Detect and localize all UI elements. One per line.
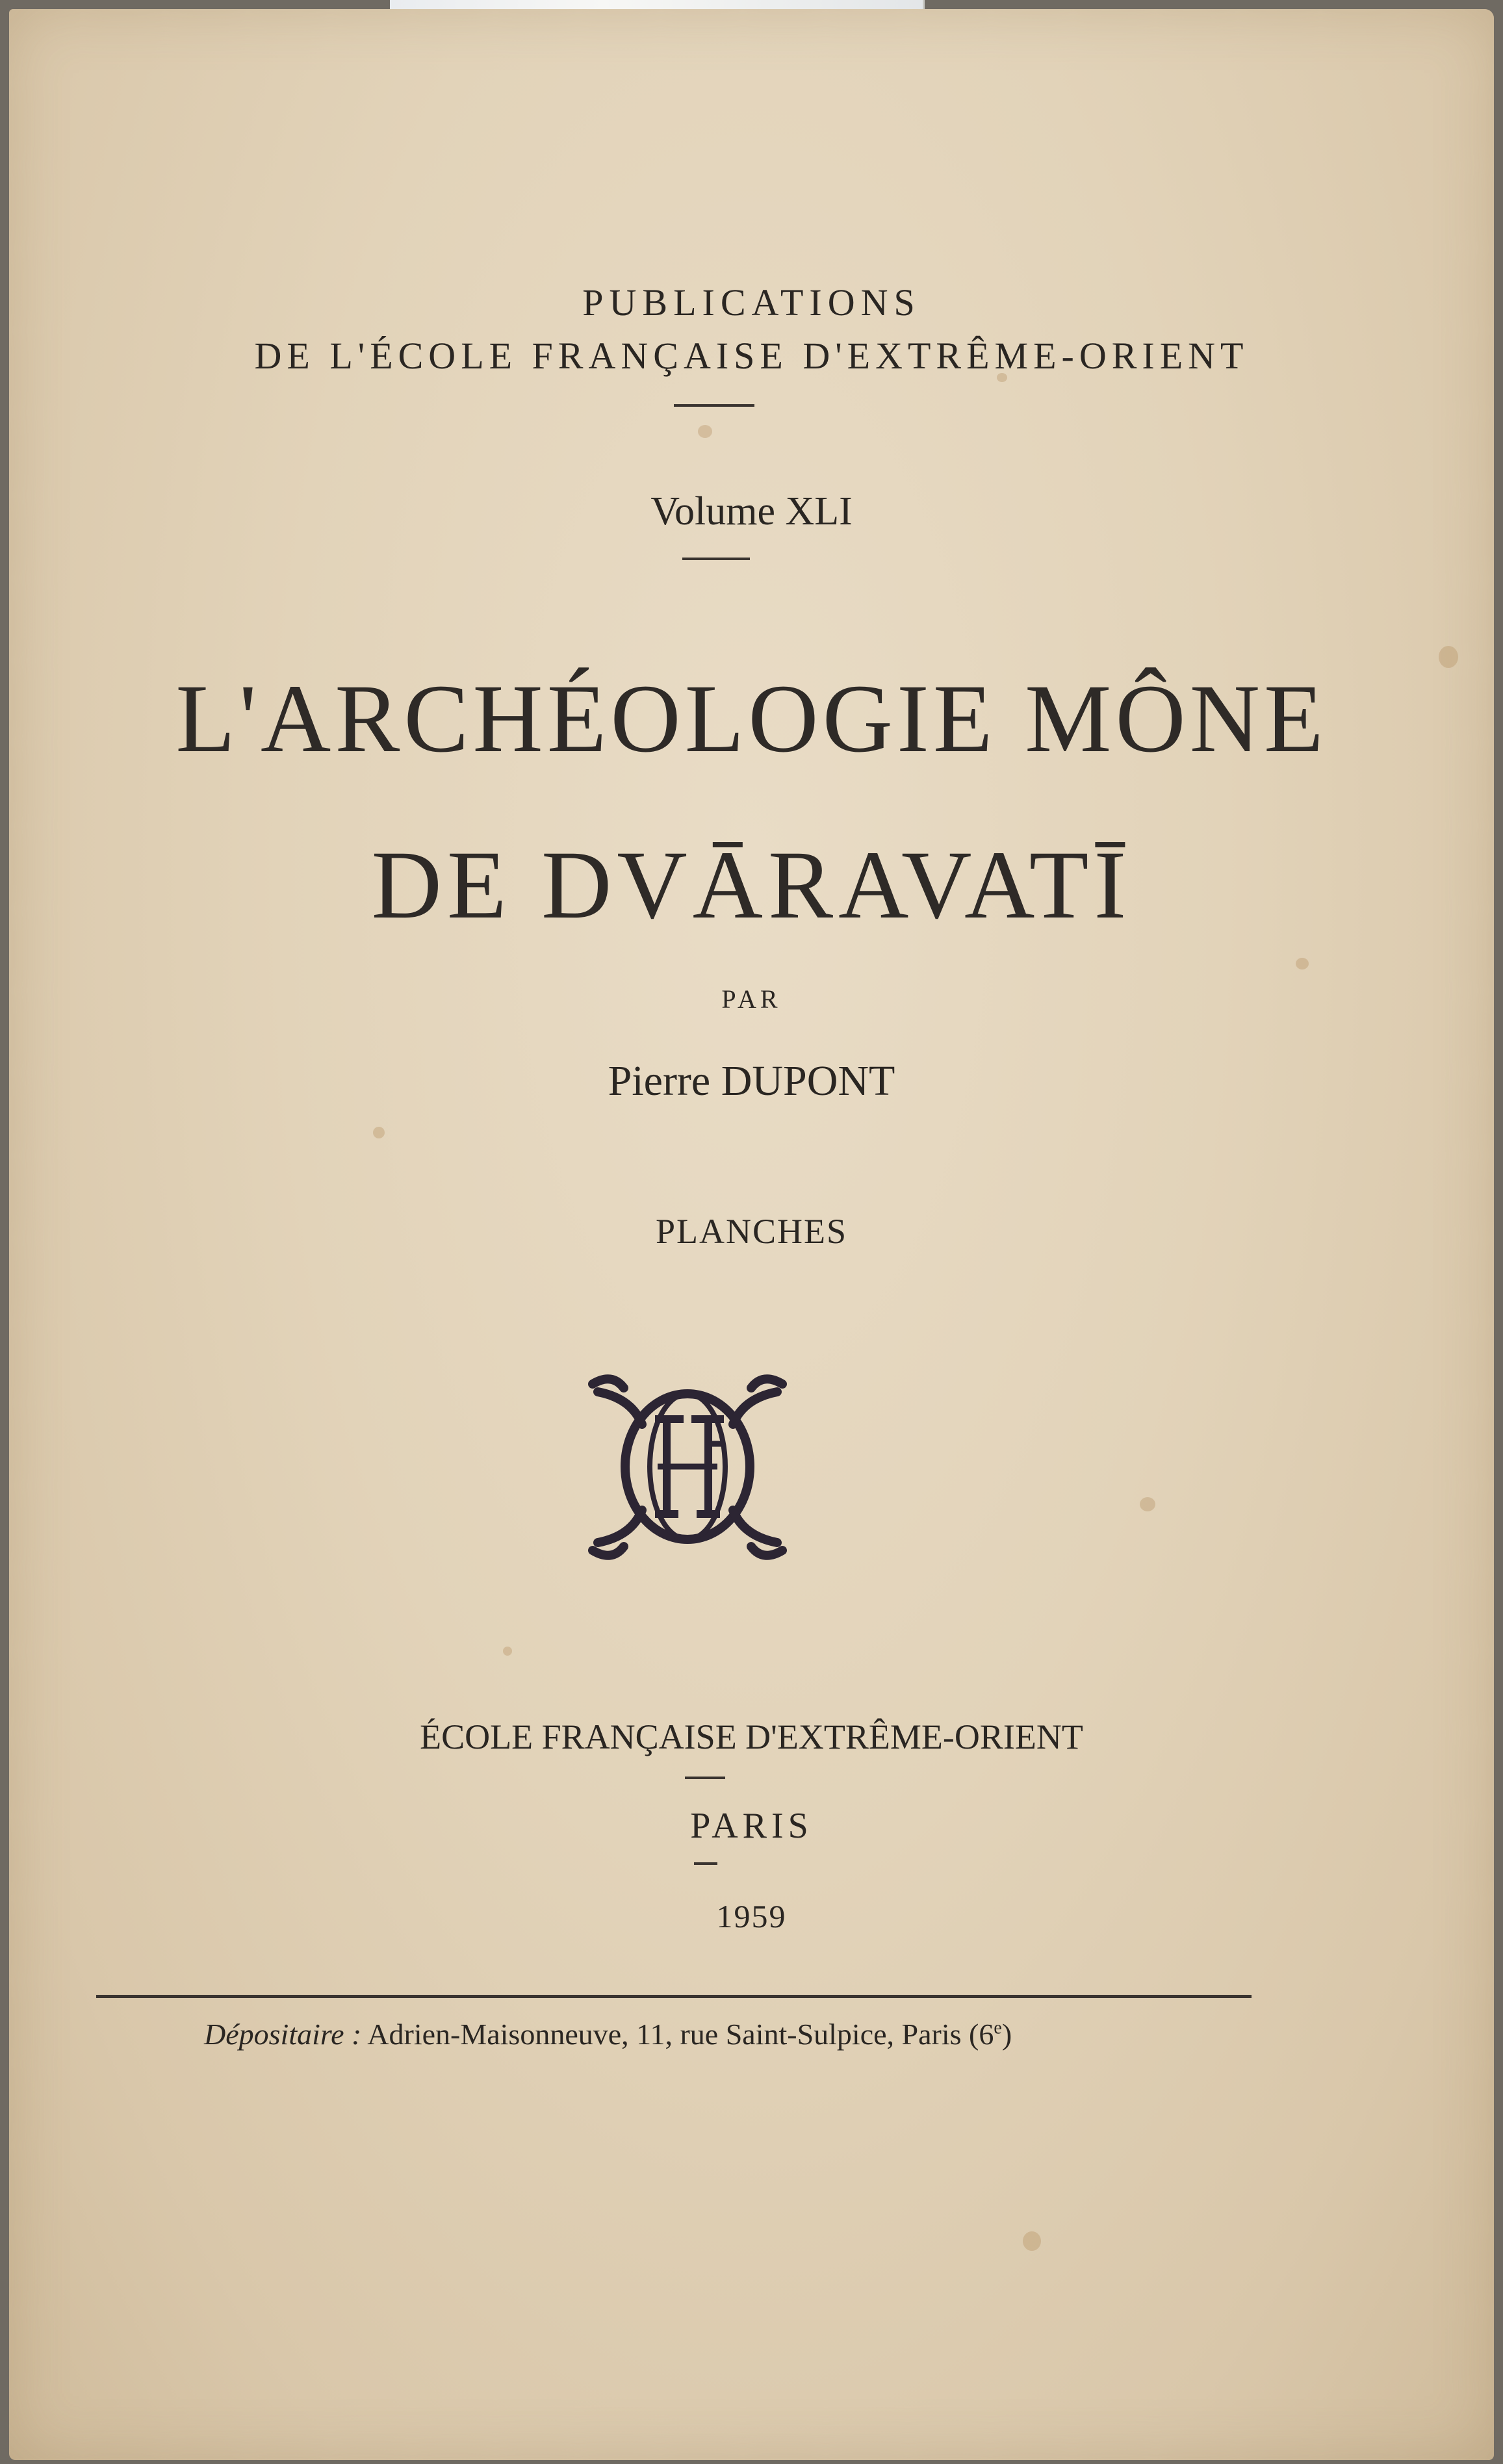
distributor-address-end: ) xyxy=(1001,2018,1012,2051)
arrondissement-superscript: e xyxy=(994,2018,1002,2038)
foxing-spot xyxy=(503,1647,512,1656)
publication-city: PARIS xyxy=(690,1806,813,1846)
efeo-monogram-icon xyxy=(586,1372,789,1561)
book-title-line-2: DE DVĀRAVATĪ xyxy=(371,831,1132,939)
author-name: Pierre DUPONT xyxy=(608,1057,895,1105)
divider-rule xyxy=(674,404,754,407)
book-title-line-1: L'ARCHÉOLOGIE MÔNE xyxy=(175,665,1328,773)
distributor-line xyxy=(204,2017,1012,2051)
foxing-spot xyxy=(1140,1497,1155,1511)
distributor-address: Adrien-Maisonneuve, 11, rue Saint-Sulpice, Paris (6 xyxy=(361,2018,994,2051)
footer-rule xyxy=(96,1995,1252,1998)
foxing-spot xyxy=(1296,958,1309,969)
series-line-1: PUBLICATIONS xyxy=(582,281,921,324)
by-label: PAR xyxy=(721,984,782,1014)
divider-rule xyxy=(682,558,750,560)
foxing-spot xyxy=(698,425,712,438)
divider-rule xyxy=(685,1777,725,1779)
volume-number: Volume XLI xyxy=(650,489,853,533)
book-cover xyxy=(9,9,1494,2460)
publisher-name: ÉCOLE FRANÇAISE D'EXTRÊME-ORIENT xyxy=(420,1717,1083,1756)
plates-label: PLANCHES xyxy=(655,1212,848,1251)
foxing-spot xyxy=(373,1127,385,1138)
divider-rule xyxy=(694,1862,717,1865)
publication-year: 1959 xyxy=(716,1898,787,1934)
foxing-spot xyxy=(1023,2231,1041,2251)
distributor-label: Dépositaire : xyxy=(204,2018,362,2051)
series-line-2: DE L'ÉCOLE FRANÇAISE D'EXTRÊME-ORIENT xyxy=(254,335,1249,377)
